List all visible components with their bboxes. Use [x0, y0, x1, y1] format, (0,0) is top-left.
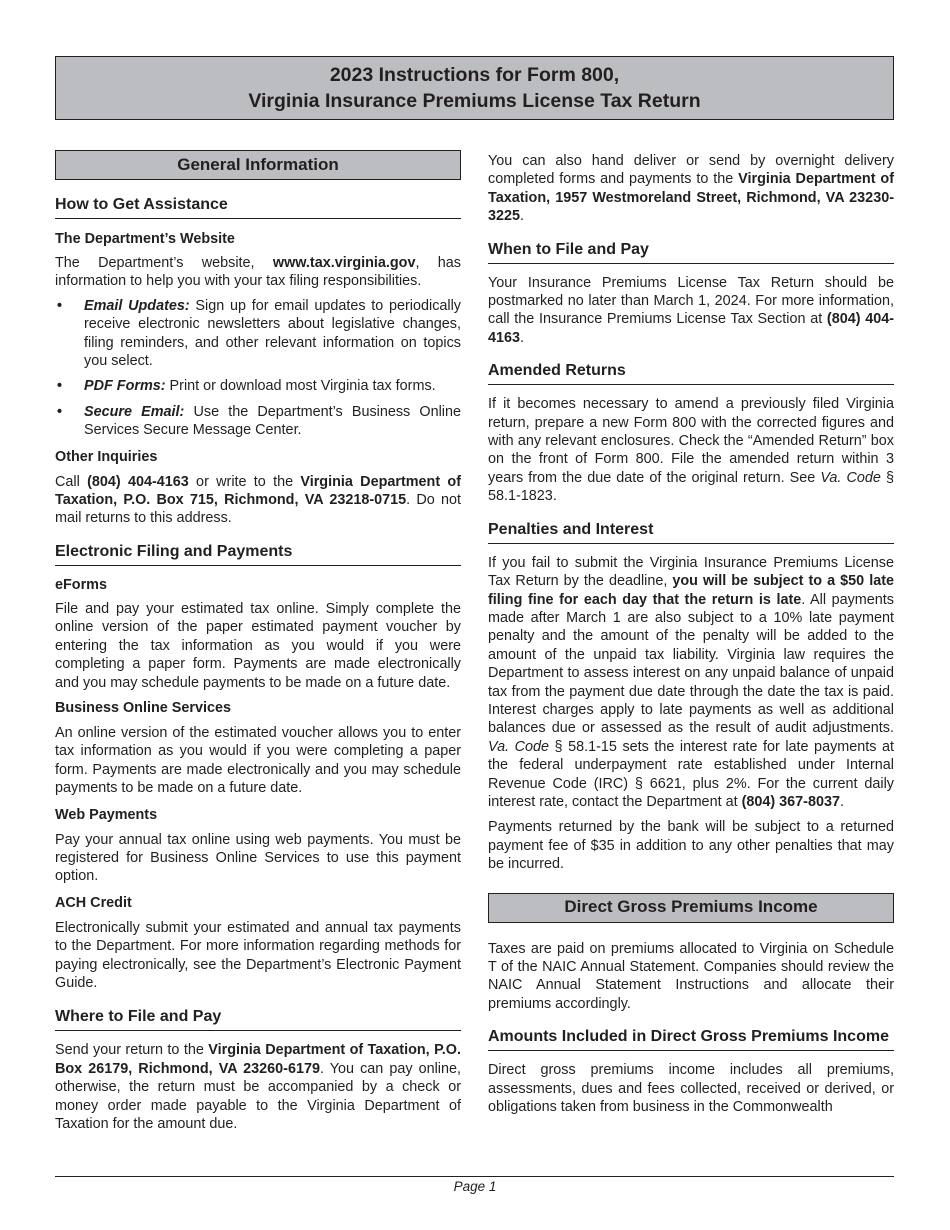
direct-gross-paragraph: Direct gross premiums income includes all premiums, assessments, dues and fees collected, received or derived, or obligations taken from business in the Commonwealth — [488, 1062, 894, 1116]
title-line-2: Virginia Insurance Premiums License Tax Return — [248, 90, 701, 112]
other-inquiries-subheading: Other Inquiries — [55, 448, 158, 465]
website-paragraph: The Department’s website, www.tax.virginia.gov, has information to help you with your tax filing responsibilities. — [55, 255, 462, 290]
penalties-interest-paragraph: If you fail to submit the Virginia Insurance Premiums License Tax Return by the deadline, you will be subject to a $50 late filing fine for each day that the return is late. All payments made after March 1 are also subject to a 10% late payment penalty and the amount of the penalty will be added to the amount of the unpaid tax liability. Virginia law requires the Department to assess interest on any unpaid balance of unpaid tax from the payment due date through the date the tax is paid. Interest charges apply to late payments as well as additional balances due or assessed as the result of audit adjustments. Va. Code § 58.1-15 sets the interest rate for late payments at the federal underpayment rate established under Internal Revenue Code (IRC) § 6621, plus 2%. For the current daily interest rate, contact the Department at (804) 367-8037. — [488, 554, 894, 810]
returned-payment-paragraph: Payments returned by the bank will be subject to a returned payment fee of $35 in addition to any other penalties that may be incurred. — [488, 819, 894, 873]
business-online-services-paragraph: An online version of the estimated voucher allows you to enter tax information as you would if you were completing a paper form. Payments are made electronically and you may schedule payments to be made on a future date. — [55, 724, 461, 797]
business-online-services-subheading: Business Online Services — [55, 699, 231, 716]
amended-returns-paragraph: If it becomes necessary to amend a previously filed Virginia return, prepare a new Form 800 with the corrected figures and with any relevant enclosures. Check the “Amended Return” box on the front of Form 800. File the amended return within 3 years from the due date of the original return. See Va. Code § 58.1-1823. — [488, 396, 894, 505]
when-to-file-paragraph: Your Insurance Premiums License Tax Return should be postmarked no later than March 1, 2024. For more information, call the Insurance Premiums License Tax Section at (804) 404-4163. — [488, 274, 895, 346]
hand-delivery-paragraph: You can also hand deliver or send by overnight delivery completed forms and payments to the Virginia Department of Taxation, 1957 Westmoreland Street, Richmond, VA 23230-3225. — [488, 153, 894, 225]
list-item: • PDF Forms: Print or download most Virginia tax forms. — [57, 378, 436, 395]
ach-credit-paragraph: Electronically submit your estimated and annual tax payments to the Department. For more information regarding methods for paying electronically, see the Department’s Electronic Payment Guide. — [55, 919, 461, 991]
penalties-interest-heading: Penalties and Interest — [488, 520, 894, 544]
how-to-get-assistance-heading: How to Get Assistance — [55, 195, 461, 219]
page-number: Page 1 — [453, 1179, 497, 1194]
left-column — [55, 150, 461, 1133]
ach-credit-subheading: ACH Credit — [55, 894, 132, 911]
document-title-box — [55, 56, 894, 120]
eforms-paragraph: File and pay your estimated tax online. Simply complete the online version of the paper estimated payment voucher by entering the tax information as you would if you were completing a paper form. Payments are made electronically and you may schedule payments to be made on a future date. — [55, 600, 461, 691]
list-item: • Email Updates: Sign up for email updates to periodically receive electronic newsletters about legislative changes, filing reminders, and other relevant information on topics you select. — [57, 297, 461, 370]
direct-gross-premiums-header: Direct Gross Premiums Income — [488, 893, 894, 923]
web-payments-paragraph: Pay your annual tax online using web payments. You must be registered for Business Online Services to use this payment option. — [55, 831, 461, 885]
eforms-subheading: eForms — [55, 576, 107, 593]
footer-rule — [55, 1176, 894, 1177]
amended-returns-heading: Amended Returns — [488, 361, 894, 385]
other-inquiries-paragraph: Call (804) 404-4163 or write to the Virginia Department of Taxation, P.O. Box 715, Richmond, VA 23218-0715. Do not mail returns to this address. — [55, 473, 461, 527]
title-line-1: 2023 Instructions for Form 800, — [329, 64, 620, 86]
web-payments-subheading: Web Payments — [55, 806, 158, 823]
website-subheading: The Department’s Website — [55, 231, 235, 247]
right-column — [488, 152, 894, 1116]
list-item: • Secure Email: Use the Department’s Business Online Services Secure Message Center. — [57, 403, 461, 439]
where-to-file-heading: Where to File and Pay — [55, 1007, 461, 1031]
general-information-header: General Information — [55, 150, 461, 180]
where-to-file-paragraph: Send your return to the Virginia Department of Taxation, P.O. Box 26179, Richmond, VA 23260-6179. You can pay online, otherwise, the return must be accompanied by a check or money order made payable to the Virginia Department of Taxation for the amount due. — [55, 1042, 462, 1132]
website-url[interactable]: www.tax.virginia.gov — [272, 255, 416, 271]
when-to-file-heading: When to File and Pay — [488, 240, 894, 264]
resource-list — [55, 297, 461, 440]
taxes-paid-paragraph: Taxes are paid on premiums allocated to Virginia on Schedule T of the NAIC Annual Statement. Companies should review the NAIC Annual Statement Instructions and allocate their premiums accordingly. — [488, 940, 894, 1012]
electronic-filing-heading: Electronic Filing and Payments — [55, 542, 461, 566]
amounts-included-heading: Amounts Included in Direct Gross Premiums Income — [488, 1027, 894, 1051]
